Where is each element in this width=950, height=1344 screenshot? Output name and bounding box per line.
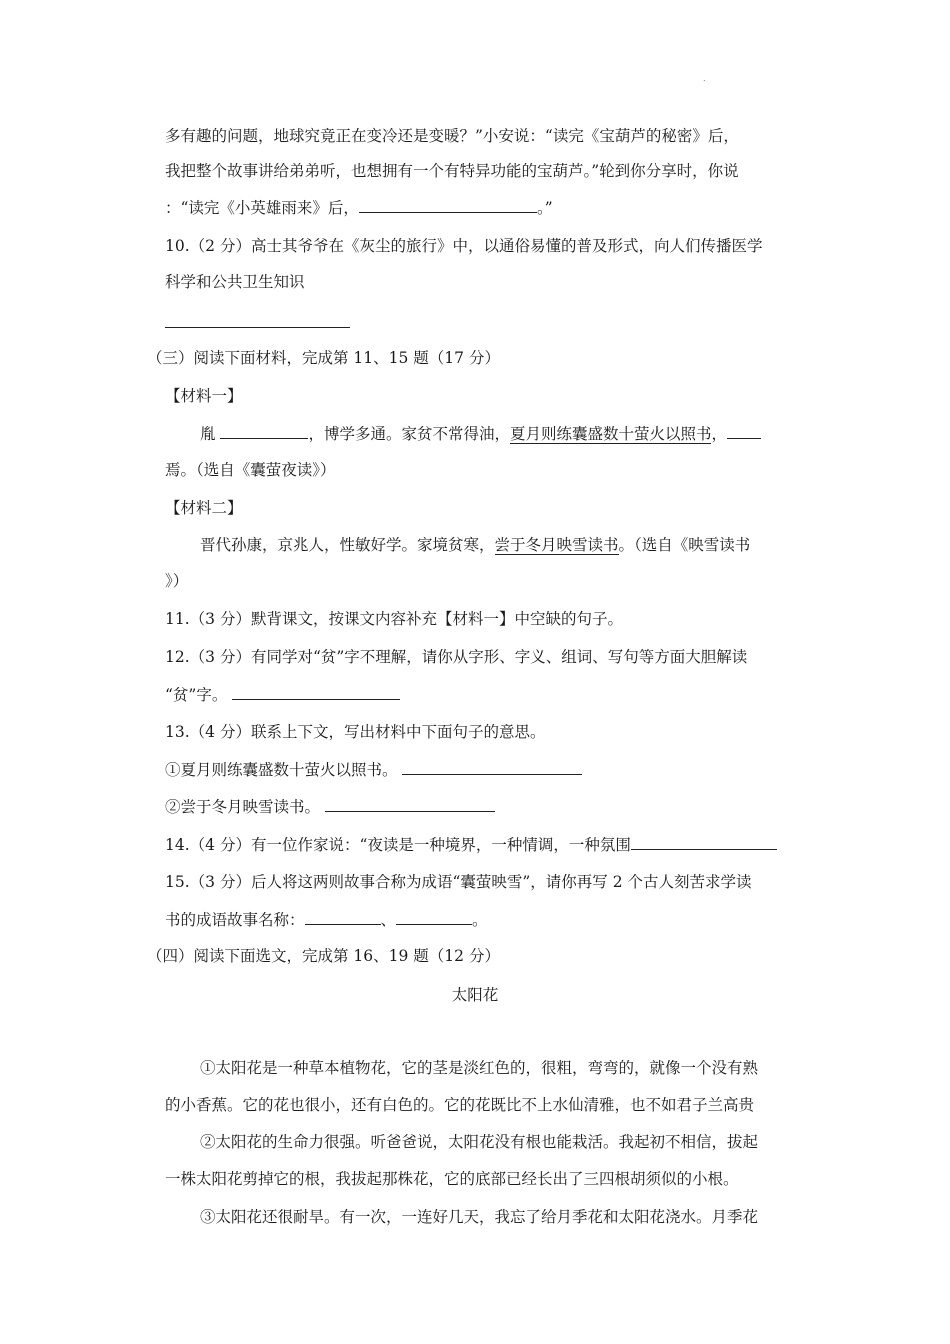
material-1-text: ，博学多通。家贫不常得油，: [308, 425, 510, 443]
answer-blank-q13-1[interactable]: [402, 759, 582, 775]
q9-line-3: [165, 197, 553, 218]
q9-line-3-suffix: 。”: [536, 199, 553, 217]
material-1-char: 胤: [200, 425, 216, 443]
material-2-underlined-sentence: 尝于冬月映雪读书: [494, 536, 619, 554]
q10-line-2: 科学和公共卫生知识: [165, 273, 305, 291]
material-2-label: 【材料二】: [165, 499, 243, 517]
article-p1-line-1: ①太阳花是一种草本植物花，它的茎是淡红色的，很粗，弯弯的，就像一个没有熟: [200, 1059, 759, 1077]
q12-line-1: 12.（3 分）有同学对“贫”字不理解，请你从字形、字义、组词、写句等方面大胆解读: [165, 648, 748, 666]
q12-line-2: [165, 684, 400, 705]
q13-item-2: [165, 796, 495, 817]
q11: 11.（3 分）默背课文，按课文内容补充【材料一】中空缺的句子。: [165, 610, 623, 628]
q14: [165, 834, 777, 855]
answer-blank-q14[interactable]: [631, 834, 777, 850]
q15-prompt: 书的成语故事名称：: [165, 911, 305, 929]
answer-blank-material-1-b[interactable]: [727, 423, 761, 439]
q14-text: 14.（4 分）有一位作家说：“夜读是一种境界，一种情调，一种氛围: [165, 836, 631, 854]
material-1-underlined-sentence: 夏月则练囊盛数十萤火以照书: [509, 425, 712, 443]
material-2-line-2: 》）: [165, 572, 189, 590]
article-p2-line-1: ②太阳花的生命力很强。听爸爸说，太阳花没有根也能栽活。我起初不相信，拔起: [200, 1133, 759, 1151]
q10-line-1: 10.（2 分）高士其爷爷在《灰尘的旅行》中，以通俗易懂的普及形式，向人们传播医学: [165, 237, 763, 255]
article-title: 太阳花: [451, 986, 499, 1004]
material-2-text: 晋代孙康，京兆人，性敏好学。家境贫寒，: [200, 536, 495, 554]
corner-mark: .: [703, 74, 706, 83]
q9-line-1: 多有趣的问题，地球究竟正在变冷还是变暖？”小安说：“读完《宝葫芦的秘密》后，: [165, 127, 739, 145]
article-p1-line-2: 的小香蕉。它的花也很小，还有白色的。它的花既比不上水仙清雅，也不如君子兰高贵: [165, 1096, 755, 1114]
q13-item-1-text: ①夏月则练囊盛数十萤火以照书。: [165, 761, 398, 779]
material-1-label: 【材料一】: [165, 387, 243, 405]
q13-item-2-text: ②尝于冬月映雪读书。: [165, 798, 321, 816]
q9-line-3-prefix: ：“读完《小英雄雨来》后，: [165, 199, 359, 217]
q13-item-1: [165, 759, 582, 780]
answer-blank-material-1-a[interactable]: [220, 423, 308, 439]
material-1-line-1: [200, 423, 761, 444]
q15-line-2: [165, 909, 488, 930]
q13-line-1: 13.（4 分）联系上下文，写出材料中下面句子的意思。: [165, 723, 546, 741]
answer-blank-q12[interactable]: [232, 684, 400, 700]
material-2-source: 。（选自《映雪读书: [618, 536, 751, 554]
material-1-line-2: 焉。（选自《囊萤夜读》）: [165, 461, 336, 479]
q15-line-1: 15.（3 分）后人将这两则故事合称为成语“囊萤映雪”，请你再写 2 个古人刻苦求学读: [165, 873, 752, 891]
answer-blank-q13-2[interactable]: [325, 796, 495, 812]
q15-separator: 、: [380, 911, 397, 929]
q9-line-2: 我把整个故事讲给弟弟听，也想拥有一个有特异功能的宝葫芦。”轮到你分享时，你说: [165, 162, 739, 180]
article-p3-line-1: ③太阳花还很耐旱。有一次，一连好几天，我忘了给月季花和太阳花浇水。月季花: [200, 1208, 759, 1226]
answer-line-q10[interactable]: [165, 327, 350, 328]
q15-end: 。: [472, 911, 488, 929]
section-4-heading: （四）阅读下面选文，完成第 16、19 题（12 分）: [147, 947, 500, 965]
material-1-comma: ，: [711, 425, 727, 443]
answer-blank-q15-1[interactable]: [305, 909, 381, 925]
material-2-line-1: [200, 535, 750, 555]
article-p2-line-2: 一株太阳花剪掉它的根，我拔起那株花，它的底部已经长出了三四根胡须似的小根。: [165, 1170, 739, 1188]
section-3-heading: （三）阅读下面材料，完成第 11、15 题（17 分）: [147, 349, 500, 367]
q12-prompt: “贫”字。: [165, 686, 228, 704]
answer-blank-q15-2[interactable]: [396, 909, 472, 925]
answer-blank-q9[interactable]: [359, 197, 537, 213]
